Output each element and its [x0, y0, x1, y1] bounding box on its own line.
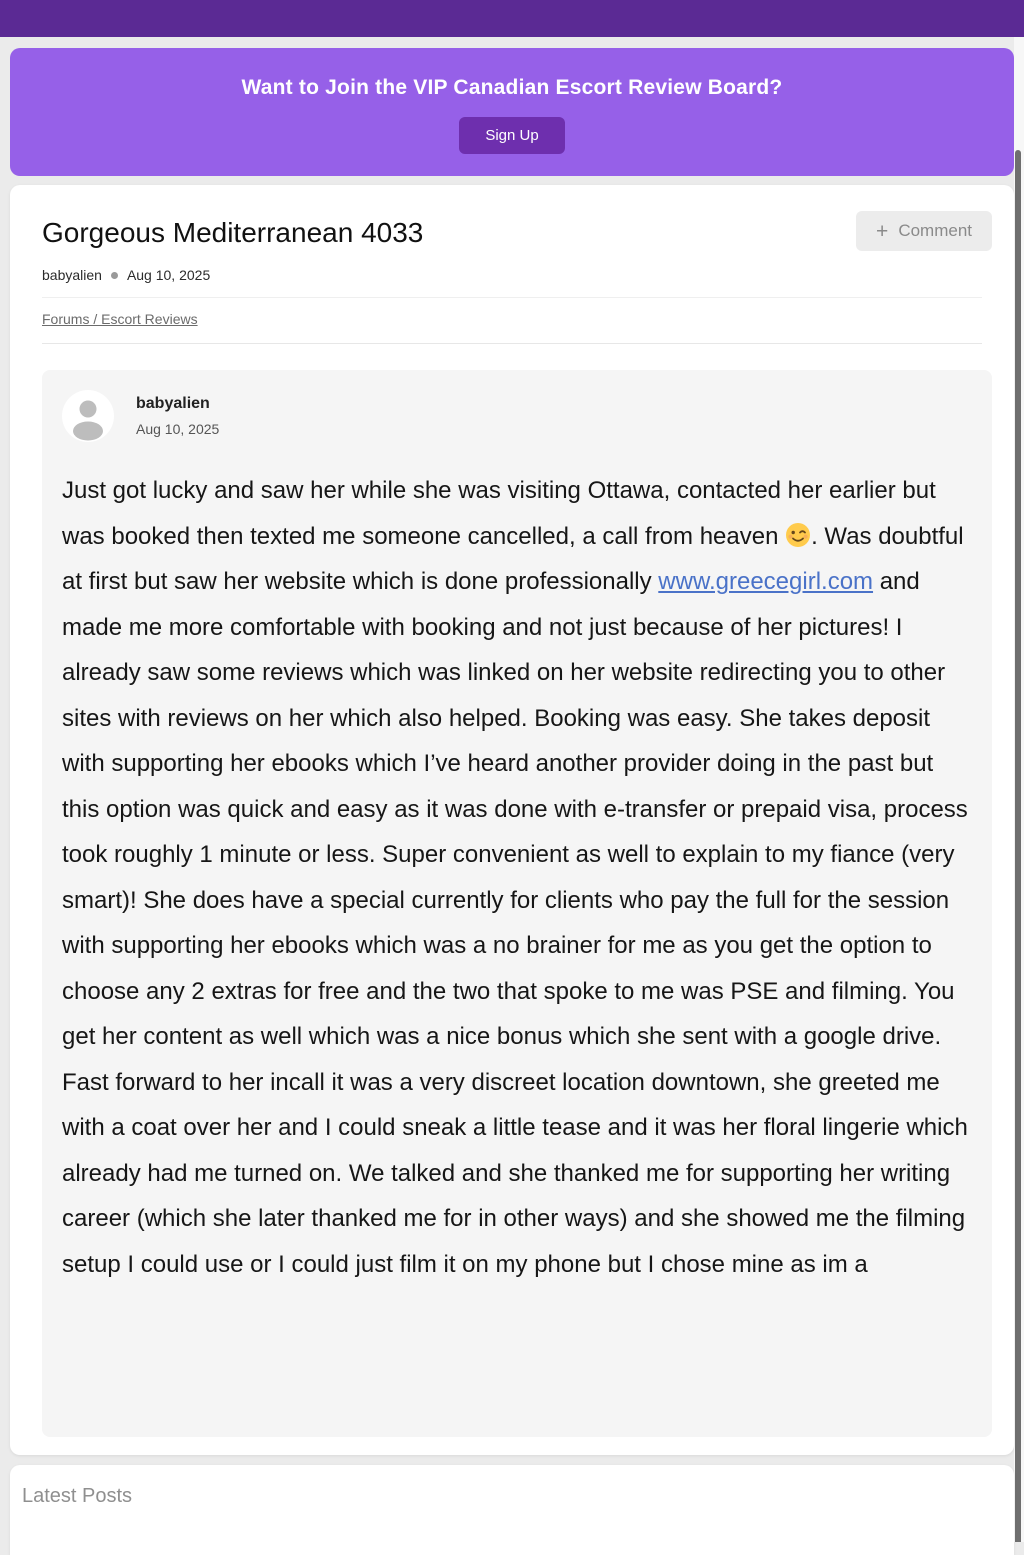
post-text: Just got lucky and saw her while she was visiting Ottawa, contacted her earlier but was booked then texted me someone cancelled, a call from heaven [62, 477, 936, 550]
post-text: . Was doubtful at first but saw her website which is done professionally [62, 522, 964, 595]
person-icon [62, 390, 114, 442]
page-scrollbar[interactable] [1014, 37, 1024, 1542]
breadcrumb [42, 297, 982, 344]
sign-up-button[interactable]: Sign Up [459, 117, 564, 154]
website-link[interactable]: www.greecegirl.com [658, 568, 874, 595]
thread-author: babyalien [42, 267, 102, 283]
vip-signup-banner [10, 48, 1014, 176]
post-header [62, 390, 972, 442]
thread-date: Aug 10, 2025 [126, 267, 211, 283]
post-author: babyalien [136, 395, 210, 412]
avatar [62, 390, 114, 442]
breadcrumb-link[interactable]: Forums / Escort Reviews [42, 311, 198, 327]
top-navigation-bar [0, 0, 1024, 37]
thread-header [32, 211, 992, 251]
thread-byline [32, 267, 992, 283]
post-date: Aug 10, 2025 [136, 421, 220, 437]
thread-title: Gorgeous Mediterranean 4033 [42, 217, 424, 248]
thread-card [10, 185, 1014, 1455]
plus-icon: + [876, 219, 889, 243]
winking-face-emoji-icon [785, 518, 811, 544]
post-author-block [136, 395, 219, 437]
comment-button-label: Comment [898, 221, 972, 240]
post-body [62, 468, 968, 1287]
scrollbar-thumb[interactable] [1015, 150, 1021, 1542]
bullet-separator-icon [111, 272, 118, 279]
latest-posts-heading: Latest Posts [22, 1485, 133, 1507]
comment-button[interactable] [856, 211, 992, 251]
post-text: and made me more comfortable with booking and not just because of her pictures! I already saw some reviews which was linked on her website redirecting you to other sites with reviews on her which also helped. Booking was easy. She takes deposit with supporting her ebooks which I’ve heard another provider doing in the past but this option was quick and easy as it was done with e-transfer or prepaid visa, process took roughly 1 minute or less. Super convenient as well to explain to my fiance (very smart)! She does have a special currently for clients who pay the full for the session with supporting her ebooks which was a no brainer for me as you get the option to choose any 2 extras for free and the two that spoke to me was PSE and filming. You get her content as well which was a nice bonus which she sent with a google drive. Fast forward to her incall it was a very discreet location downtown, she greeted me with a coat over her and I could sneak a little tease and it was her floral lingerie which already had me turned on. We talked and she thanked me for supporting her writing career (which she later thanked me for in other ways) and she showed me the filming setup I could use or I could just film it on my phone but I chose mine as im a [62, 568, 968, 1278]
banner-heading: Want to Join the VIP Canadian Escort Review Board? [241, 76, 783, 99]
post-card [42, 370, 992, 1437]
